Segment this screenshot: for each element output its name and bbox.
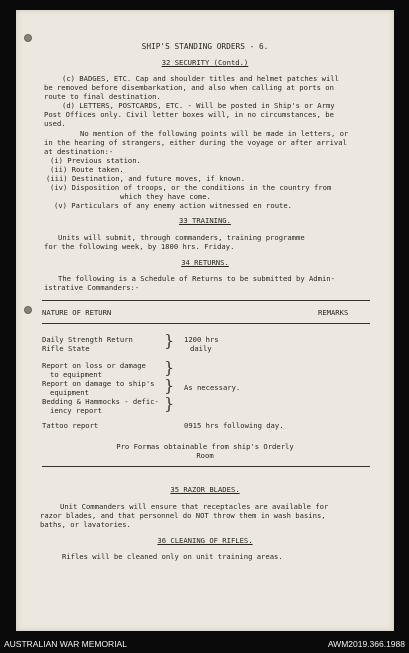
- document-title: SHIP'S STANDING ORDERS - 6.: [141, 42, 269, 51]
- return-item: Bedding & Hammocks - defic-: [42, 397, 159, 406]
- section-34-heading: 34 RETURNS.: [181, 258, 229, 267]
- s34-line: The following is a Schedule of Returns to be submitted by Admin-: [58, 274, 335, 283]
- section-36-heading: 36 CLEANING OF RIFLES.: [157, 536, 253, 545]
- brace: }: [164, 376, 175, 395]
- section-32-heading: 32 SECURITY (Contd.): [161, 58, 249, 67]
- section-33-heading: 33 TRAINING.: [179, 216, 231, 225]
- s33-line: for the following week, by 1800 hrs. Friday.: [44, 242, 235, 251]
- accession-number: AWM2019.366.1988: [327, 639, 405, 649]
- return-timing: 1200 hrs: [184, 335, 219, 344]
- s35-line: baths, or lavatories.: [40, 520, 131, 529]
- table-note: Pro Formas obtainable from ship's Orderly: [116, 442, 294, 451]
- s32-list-item: (ii) Route taken.: [50, 165, 124, 174]
- return-timing: daily: [190, 344, 212, 353]
- s32-line: at destination:-: [44, 147, 114, 156]
- s36-line: Rifles will be cleaned only on unit training areas.: [62, 552, 283, 561]
- return-item-cont: to equipment: [50, 370, 102, 379]
- s32-line: in the hearing of strangers, either during the voyage or after arrival: [44, 138, 347, 147]
- institution-label: AUSTRALIAN WAR MEMORIAL: [4, 639, 127, 649]
- return-item-cont: iency report: [50, 406, 102, 415]
- s33-line: Units will submit, through commanders, training programme: [58, 233, 305, 242]
- s32-line: used.: [44, 119, 66, 128]
- return-timing: As necessary.: [184, 383, 241, 392]
- s32-line: be removed before disembarkation, and also when calling at ports on: [44, 83, 334, 92]
- return-timing: 0915 hrs following day.: [184, 421, 284, 430]
- table-header-rule: [42, 323, 370, 324]
- s32-line: (c) BADGES, ETC. Cap and shoulder titles and helmet patches will: [62, 74, 339, 83]
- brace: }: [164, 331, 175, 350]
- table-bottom-rule: [42, 466, 370, 467]
- s32-line: Post Offices only. Civil letter boxes will, in no circumstances, be: [44, 110, 334, 119]
- table-header-remarks: REMARKS: [318, 308, 349, 317]
- s32-line: (d) LETTERS, POSTCARDS, ETC. - Will be posted in Ship's or Army: [62, 101, 335, 110]
- return-item: Daily Strength Return: [42, 335, 133, 344]
- table-header-nature: NATURE OF RETURN: [42, 308, 112, 317]
- punch-hole: [24, 306, 32, 314]
- return-item: Tattoo report: [42, 421, 99, 430]
- s34-line: istrative Commanders:-: [44, 283, 140, 292]
- punch-hole: [24, 34, 32, 42]
- s32-list-item: (i) Previous station.: [50, 156, 141, 165]
- section-35-heading: 35 RAZOR BLADES.: [170, 485, 240, 494]
- s32-line: No mention of the following points will be made in letters, or: [80, 129, 349, 138]
- return-item: Report on damage to ship's: [42, 379, 155, 388]
- s35-line: razor blades, and that personnel do NOT throw them in wash basins,: [40, 511, 326, 520]
- s35-line: Unit Commanders will ensure that receptacles are available for: [60, 502, 329, 511]
- s32-list-item: (v) Particulars of any enemy action witnessed en route.: [54, 201, 292, 210]
- table-top-rule: [42, 300, 370, 301]
- brace: }: [164, 358, 175, 377]
- return-item: Rifle State: [42, 344, 90, 353]
- s32-line: route to final destination.: [44, 92, 161, 101]
- return-item-cont: equipment: [50, 388, 89, 397]
- s32-list-item-cont: which they have come.: [120, 192, 211, 201]
- archive-footer: [0, 632, 409, 653]
- s32-list-item: (iii) Destination, and future moves, if known.: [46, 174, 246, 183]
- return-item: Report on loss or damage: [42, 361, 146, 370]
- brace: }: [164, 394, 175, 413]
- table-note: Room: [196, 451, 214, 460]
- s32-list-item: (iv) Disposition of troops, or the conditions in the country from: [50, 183, 332, 192]
- document-page: [16, 10, 394, 631]
